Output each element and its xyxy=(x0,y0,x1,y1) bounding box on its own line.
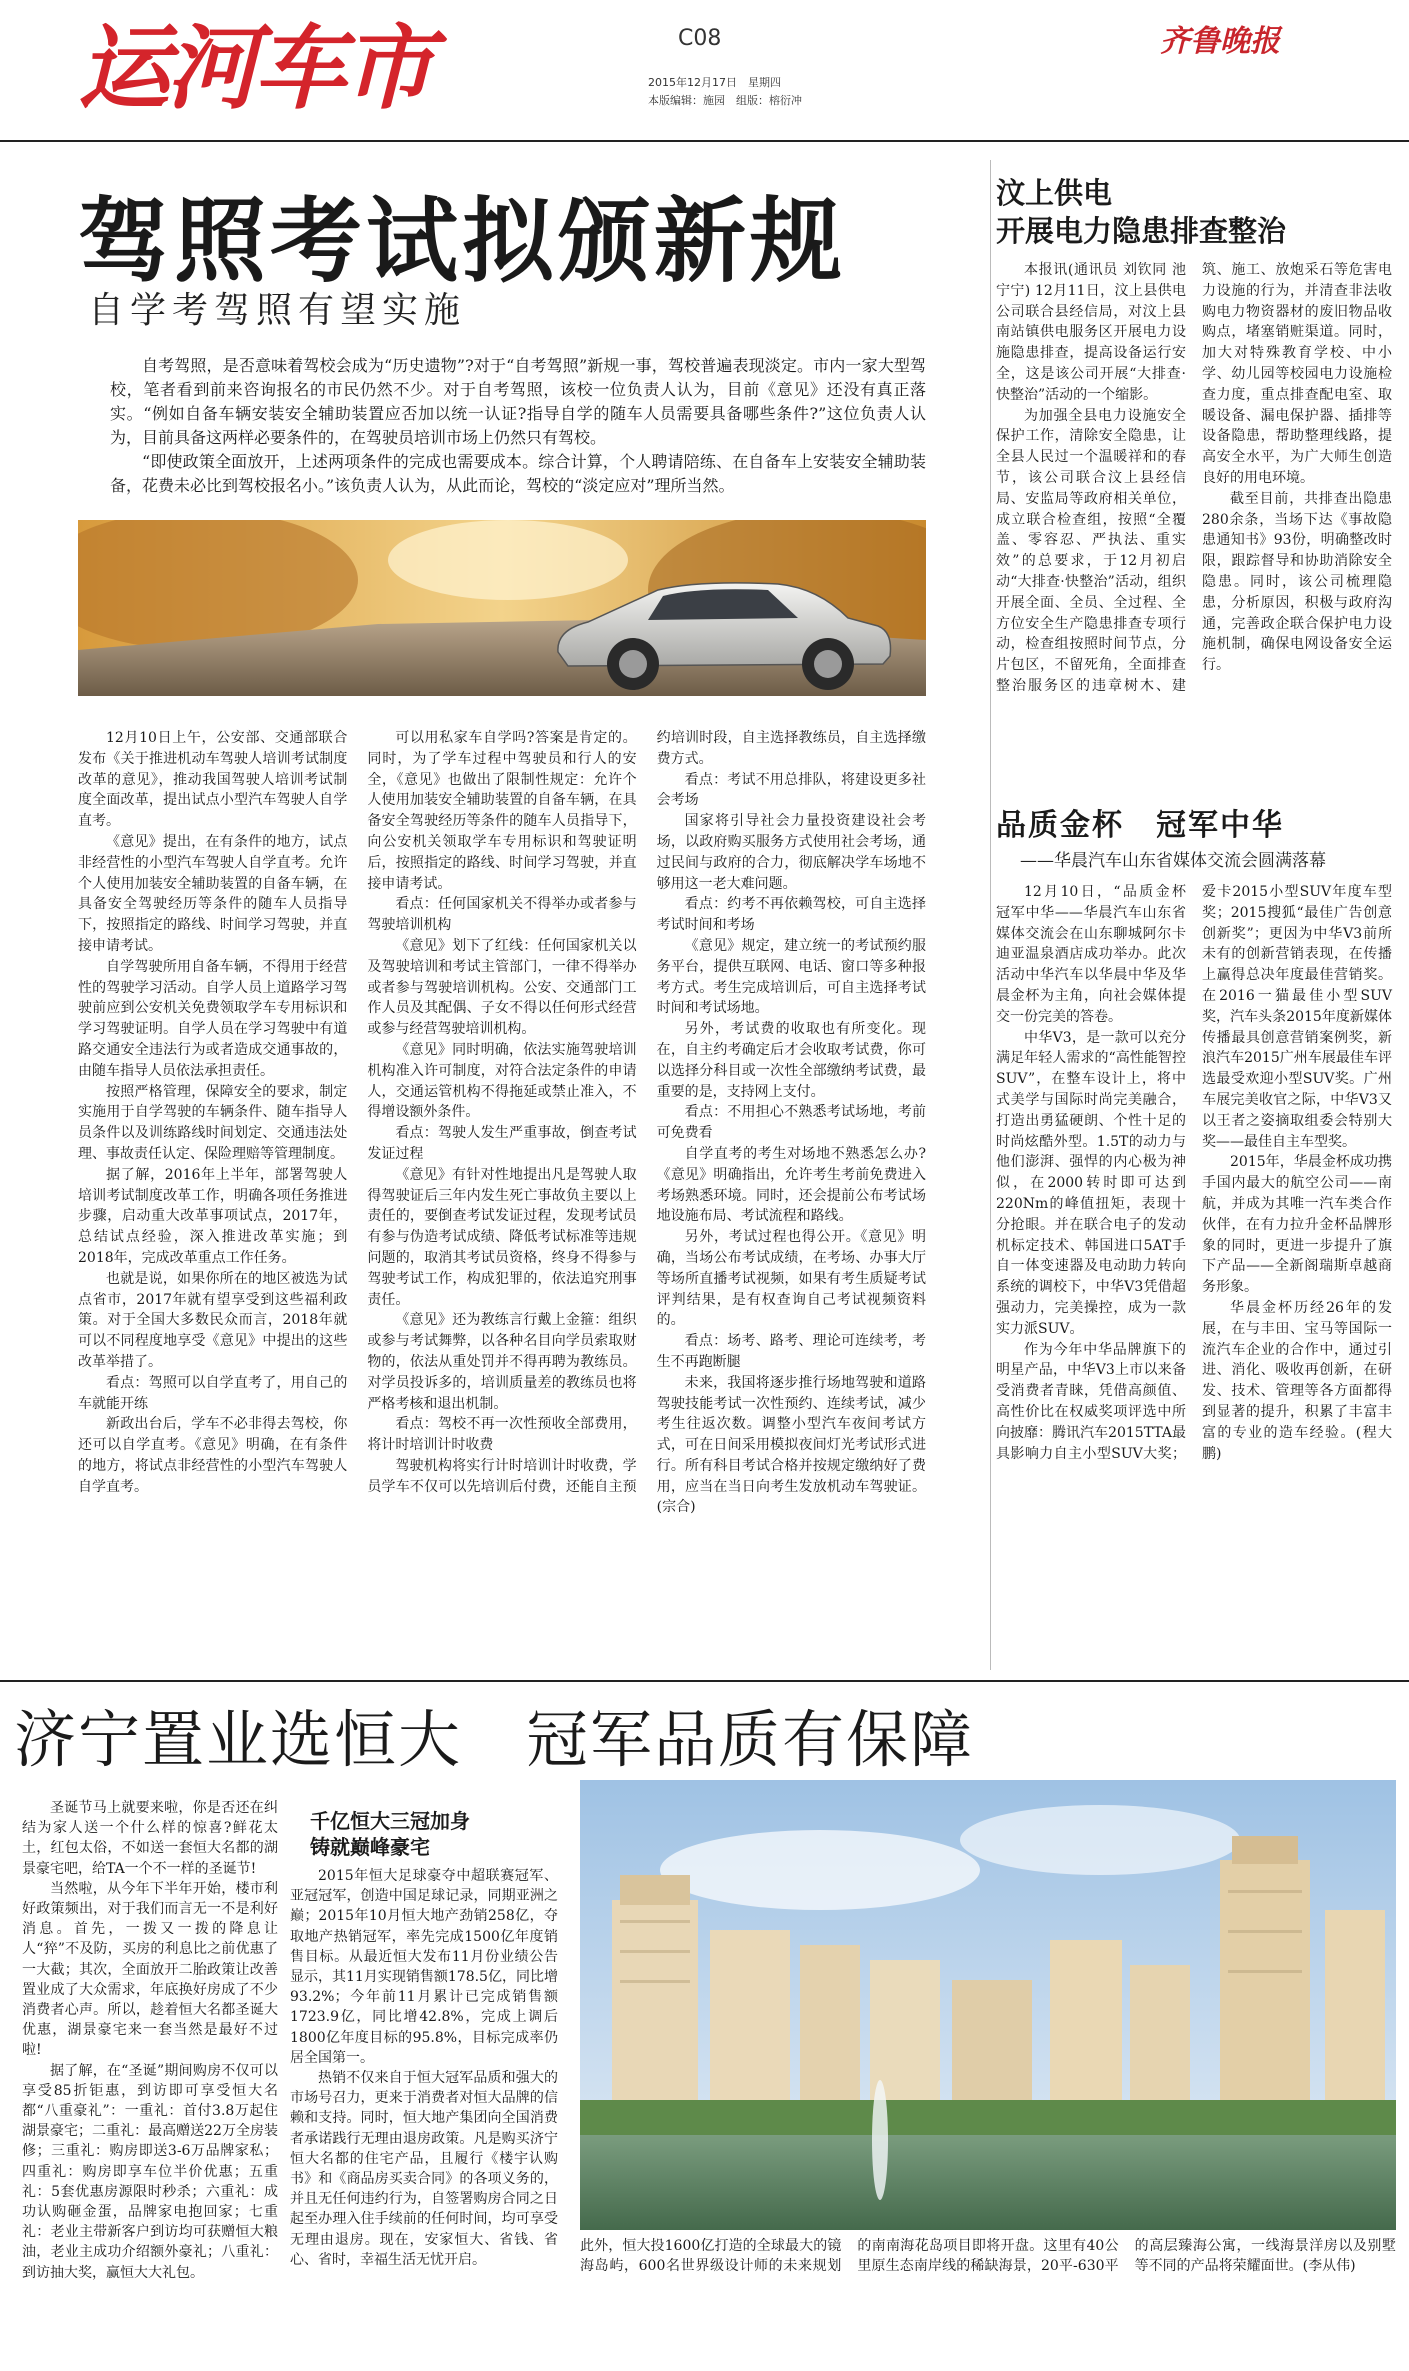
body-paragraph: 看点：场考、路考、理论可连续考，考生不再跑断腿 xyxy=(656,1333,926,1370)
lead-paragraph: 自考驾照，是否意味着驾校会成为“历史遗物”?对于“自考驾照”新规一事，驾校普遍表现淡定。市内一家大型驾校，笔者看到前来咨询报名的市民仍然不少。对于自考驾照，该校一位负责人认为，目前《意见》还没有真正落实。“例如自备车辆安装安全辅助装置应否加以统一认证?指导自学的随车人员需要具备哪些条件?”这位负责人认为，目前具备这两样必要条件的，在驾驶员培训市场上仍然只有驾校。 xyxy=(110,356,926,447)
sidebar-1-title-line1: 汶上供电 xyxy=(996,176,1113,210)
body-paragraph: 按照严格管理，保障安全的要求，制定实施用于自学驾驶的车辆条件、随车指导人员条件以及训练路线时间划定、交通违法处理、事故责任认定、保险理赔等管理制度。 xyxy=(78,1083,348,1162)
bottom-paragraph: 热销不仅来自于恒大冠军品质和强大的市场号召力，更来于消费者对恒大品牌的信赖和支持。同时，恒大地产集团向全国消费者承诺践行无理由退房政策。凡是购买济宁恒大名都的住宅产品，且履行《楼宇认购书》和《商品房买卖合同》的各项义务的，并且无任何违约行为，自签署购房合同之日起至办理入住手续前的任何时间，均可享受无理由退房。现在，安家恒大、省钱、省心、省时，幸福生活无忧开启。 xyxy=(290,2070,558,2268)
body-paragraph: 《意见》还为教练言行戴上金箍：组织或参与考试舞弊，以各种名目向学员索取财物的，依法从重处罚并不得再聘为教练员。对学员投诉多的，培训质量差的教练员也将严格考核和退出机制。 xyxy=(367,1312,637,1412)
body-paragraph: 看点：考试不用总排队，将建设更多社会考场 xyxy=(656,771,926,809)
bottom-col-2 xyxy=(290,1798,558,2366)
bottom-paragraph: 此外，恒大投1600亿打造的全球最大的镜海岛屿，600名世界级设计师的未来规划的南南海花岛项目即将开盘。这里有40公里原生态南岸线的稀缺海景，20平-630平的高层臻海公寓，一线海景洋房以及别墅等不同的产品将荣耀面世。(李从伟) xyxy=(580,2238,1396,2275)
column-divider xyxy=(990,160,991,1670)
sidebar-2-paragraph: 华晨金杯历经26年的发展，在与丰田、宝马等国际一流汽车企业的合作中，通过引进、消化、吸收再创新，在研发、技术、管理等各方面都得到显著的提升，积累了丰富丰富的专业的造车经验。(程大鹏) xyxy=(1202,1299,1392,1462)
sidebar-2-paragraph: 12月10日，“品质金杯 冠军中华——华晨汽车山东省媒体交流会在山东聊城阿尔卡迪亚温泉酒店成功举办。此次活动中华汽车以华晨中华及华晨金杯为主角，向社会媒体提交一份完美的答卷。 xyxy=(996,884,1200,1025)
body-paragraph: 12月10日上午，公安部、交通部联合发布《关于推进机动车驾驶人培训考试制度改革的意见》，推动我国驾驶人培训考试制度全面改革，提出试点小型汽车驾驶人自学直考。 xyxy=(78,730,348,830)
editors-line: 本版编辑：施园 组版：榕衍冲 xyxy=(648,94,802,107)
sidebar-1-headline xyxy=(996,174,1286,250)
header-rule xyxy=(0,140,1409,142)
body-paragraph: 也就是说，如果你所在的地区被选为试点省市，2017年就有望享受到这些福利政策。对于全国大多数民众而言，2018年就可以不同程度地享受《意见》中提出的这些改革举措了。 xyxy=(78,1270,348,1370)
sidebar-1-body xyxy=(996,260,1392,800)
lead-paragraph: “即使政策全面放开，上述两项条件的完成也需要成本。综合计算，个人聘请陪练、在自备车上安装安全辅助装备，花费未必比到驾校报名小。”该负责人认为，从此而论，驾校的“淡定应对”理所当然。 xyxy=(110,452,926,495)
main-subheadline: 自学考驾照有望实施 xyxy=(88,290,467,331)
main-lead xyxy=(110,354,926,498)
sidebar-2-subheadline: ——华晨汽车山东省媒体交流会圆满落幕 xyxy=(1020,851,1326,871)
bottom-headline: 济宁置业选恒大 冠军品质有保障 xyxy=(14,1703,975,1776)
sidebar-1-title-line2: 开展电力隐患排查整治 xyxy=(996,214,1287,248)
main-article-body xyxy=(78,728,926,1658)
bottom-paragraph: 2015年恒大足球豪夺中超联赛冠军、亚冠冠军，创造中国足球记录，同期亚洲之巅；2015年10月恒大地产劲销258亿，夺取地产热销冠军，率先完成1500亿年度销售目标。从最近恒大发布11月份业绩公告显示，其11月实现销售额178.5亿，同比增93.2%；今年前11月累计已完成销售额1723.9亿，同比增42.8%，完成上调后1800亿年度目标的95.8%，目标完成率仍居全国第一。 xyxy=(290,1868,558,2066)
bottom-col-1 xyxy=(22,1798,278,2366)
body-paragraph: 看点：驾驶人发生严重事故，倒查考试发证过程 xyxy=(367,1125,637,1162)
body-paragraph: 另外，考试费的收取也有所变化。现在，自主约考确定后才会收取考试费，你可以选择分科目或一次性全部缴纳考试费，最重要的是，支持网上支付。 xyxy=(656,1021,926,1100)
page-number: C08 xyxy=(678,26,722,51)
body-paragraph: 看点：驾照可以自学直考了，用自己的车就能开练 xyxy=(78,1374,348,1412)
body-paragraph: 看点：不用担心不熟悉考试场地，考前可免费看 xyxy=(656,1104,926,1142)
skyline-illustration xyxy=(580,1780,1396,2230)
sidebar-2-paragraph: 作为今年中华品牌旗下的明星产品，中华V3上市以来备受消费者青睐，凭借高颜值、高性价比在权威奖项评选中所向披靡：腾讯汽车2015TTA最具影响力自主小型SUV大奖；爱卡2015小型SUV年度车型奖；2015搜狐“最佳广告创意创新奖”；更因为中华V3前所未有的创新营销表现，在传播上赢得总决年度最佳营销奖。在2016一猫最佳小型SUV奖，汽车头条2015年度新媒体传播最具创意营销案例奖，新浪汽车2015广州车展最佳车评选最受欢迎小型SUV奖。广州车展完美收官之际，中华V3又以王者之姿摘取组委会特别大奖——最佳自主车型奖。 xyxy=(996,884,1392,1462)
body-paragraph: 可以用私家车自学吗?答案是肯定的。同时，为了学车过程中驾驶员和行人的安全，《意见》也做出了限制性规定：允许个人使用加装安全辅助装置的自备车辆，在具备安全驾驶经历等条件的随车人员指导下，向公安机关领取学车专用标识和驾驶证明后，按照指定的路线、时间学习驾驶，并直接申请考试。 xyxy=(367,730,637,892)
body-paragraph: 看点：任何国家机关不得举办或者参与驾驶培训机构 xyxy=(367,896,637,934)
sidebar-2-paragraph: 中华V3，是一款可以充分满足年轻人需求的“高性能智控SUV”，在整车设计上，将中式美学与国际时尚完美融合，打造出勇猛硬朗、个性十足的时尚炫酷外型。1.5T的动力与他们澎湃、强悍的内心极为神似，在2000转时即可达到220Nm的峰值扭矩，表现十分抢眼。并在联合电子的发动机标定技术、韩国进口5AT手自一体变速器及电动助力转向系统的调校下，中华V3凭借超强动力，完美操控，成为一款实力派SUV。 xyxy=(996,1029,1186,1337)
bottom-paragraph: 圣诞节马上就要来啦，你是否还在纠结为家人送一个什么样的惊喜?鲜花太土，红包太俗，不如送一套恒大名都的湖景豪宅吧，给TA一个不一样的圣诞节! xyxy=(22,1800,278,1877)
main-headline: 驾照考试拟颁新规 xyxy=(78,187,847,295)
body-paragraph: 国家将引导社会力量投资建设社会考场，以政府购买服务方式使用社会考场，通过民间与政府的合力，彻底解决学车场地不够用这一老大难问题。 xyxy=(656,813,926,892)
body-paragraph: 自学驾驶所用自备车辆，不得用于经营性的驾驶学习活动。自学人员上道路学习驾驶前应到公安机关免费领取学车专用标识和学习驾驶证明。自学人员在学习驾驶中有道路交通安全违法行为或者造成交通事故的，由随车指导人员依法承担责任。 xyxy=(78,958,348,1079)
bottom-caption-text xyxy=(580,2236,1396,2366)
body-paragraph: 未来，我国将逐步推行场地驾驶和道路驾驶技能考试一次性预约、连续考试，减少考生往返次数。调整小型汽车夜间考试方式，可在日间采用模拟夜间灯光考试形式进行。所有科目考试合格并按规定缴纳好了费用，应当在当日向考生发放机动车驾驶证。(宗合) xyxy=(656,1374,926,1516)
body-paragraph: 《意见》提出，在有条件的地方，试点非经营性的小型汽车驾驶人自学直考。允许个人使用加装安全辅助装置的自备车辆，在具备安全驾驶经历等条件的随车人员指导下，按照指定的路线、时间学习驾驶，并直接申请考试。 xyxy=(78,833,348,954)
body-paragraph: 《意见》划下了红线：任何国家机关以及驾驶培训和考试主管部门，一律不得举办或者参与驾驶培训机构。公安、交通部门工作人员及其配偶、子女不得以任何形式经营或参与经营驾驶培训机构。 xyxy=(367,937,637,1038)
date-editors-block xyxy=(648,74,802,110)
car-photo xyxy=(78,520,926,696)
sidebar-2-body xyxy=(996,882,1392,1658)
section-rule xyxy=(0,1680,1409,1682)
body-paragraph: 据了解，2016年上半年，部署驾驶人培训考试制度改革工作，明确各项任务推进步骤，启动重大改革事项试点，2017年，总结试点经验，深入推进改革实施；到2018年，完成改革重点工作任务。 xyxy=(78,1166,348,1266)
sidebar-2-paragraph: 2015年，华晨金杯成功携手国内最大的航空公司——南航，并成为其唯一汽车类合作伙伴，在有力拉升金杯品牌形象的同时，更进一步提升了旗下产品——全新阁瑞斯卓越商务形象。 xyxy=(1202,1154,1392,1296)
sidebar-1-paragraph: 本报讯(通讯员 刘钦同 池宁宁) 12月11日，汶上县供电公司联合县经信局，对汶上县南站镇供电服务区开展电力设施隐患排查，提高设备运行安全，这是该公司开展“大排查·快整治”活动的一个缩影。 xyxy=(996,262,1186,403)
body-paragraph: 《意见》规定，建立统一的考试预约服务平台，提供互联网、电话、窗口等多种报考方式。考生完成培训后，可自主选择考试时间和考试场地。 xyxy=(656,937,926,1017)
date-line: 2015年12月17日 星期四 xyxy=(648,76,781,89)
body-paragraph: 自学直考的考生对场地不熟悉怎么办?《意见》明确指出，允许考生考前免费进入考场熟悉环境。同时，还会提前公布考试场地设施布局、考试流程和路线。 xyxy=(656,1145,926,1225)
sidebar-1-paragraph: 截至目前，共排查出隐患280余条，当场下达《事故隐患通知书》93份，明确整改时限，跟踪督导和协助消除安全隐患。同时，该公司梳理隐患，分析原因，积极与政府沟通，完善政企联合保护电力设施机制，确保电网设备安全运行。 xyxy=(1202,490,1392,674)
bottom-paragraph: 当然啦，从今年下半年开始，楼市利好政策频出，对于我们而言无一不是利好消息。首先，一拨又一拨的降息让人“猝”不及防，买房的利息比之前优惠了一大截；其次，全面放开二胎政策让改善置业成了大众需求，年底换好房成了不少消费者心声。所以，趁着恒大名都圣诞大优惠，湖景豪宅来一套当然是最好不过啦! xyxy=(22,1880,278,2059)
body-paragraph: 驾驶机构将实行计时培训计时收费，学员学车不仅可以先培训后付费，还能自主预约培训时段，自主选择教练员，自主选择缴费方式。 xyxy=(367,730,926,1495)
body-paragraph: 另外，考试过程也得公开。《意见》明确，当场公布考试成绩，在考场、办事大厅等场所直播考试视频，如果有考生质疑考试评判结果，是有权查询自己考试视频资料的。 xyxy=(656,1229,926,1329)
body-paragraph: 《意见》同时明确，依法实施驾驶培训机构准入许可制度，对符合法定条件的申请人，交通运管机构不得拖延或禁止准入，不得增设额外条件。 xyxy=(367,1041,637,1121)
body-paragraph: 看点：约考不再依赖驾校，可自主选择考试时间和考场 xyxy=(656,896,926,934)
newspaper-masthead: 齐鲁晚报 xyxy=(1160,24,1280,59)
car-illustration xyxy=(78,520,926,696)
body-paragraph: 看点：驾校不再一次性预收全部费用，将计时培训计时收费 xyxy=(367,1416,637,1454)
body-paragraph: 《意见》有针对性地提出凡是驾驶人取得驾驶证后三年内发生死亡事故负主要以上责任的，要倒查考试发证过程，发现考试员有参与伪造考试成绩、降低考试标准等违规问题的，取消其考试员资格，终身不得参与驾驶考试工作，构成犯罪的，依法追究刑事责任。 xyxy=(367,1166,637,1308)
body-paragraph: 新政出台后，学车不必非得去驾校，你还可以自学直考。《意见》明确，在有条件的地方，将试点非经营性的小型汽车驾驶人自学直考。 xyxy=(78,1416,348,1495)
sidebar-2-headline: 品质金杯 冠军中华 xyxy=(996,808,1284,843)
section-logo: 运河车市 xyxy=(78,15,431,122)
residential-photo xyxy=(580,1780,1396,2230)
bottom-subhead: 千亿恒大三冠加身 铸就巅峰豪宅 xyxy=(310,1809,470,1859)
sidebar-1-paragraph: 为加强全县电力设施安全保护工作，清除安全隐患，让全县人民过一个温暖祥和的春节，该公司联合汶上县经信局、安监局等政府相关单位，成立联合检查组，按照“全覆盖、零容忍、严执法、重实效”的总要求，于12月初启动“大排查·快整治”活动，组织开展全面、全员、全过程、全方位安全生产隐患排查专项行动，检查组按照时间节点，分片包区，不留死角，全面排查整治服务区的违章树木、建筑、施工、放炮采石等危害电力设施的行为，并清查非法收购电力物资器材的废旧物品收购点，堵塞销赃渠道。同时，加大对特殊教育学校、中小学、幼儿园等校园电力设施检查力度，重点排查配电室、取暖设备、漏电保护器、插排等设备隐患，帮助整理线路，提高安全水平，为广大师生创造良好的用电环境。 xyxy=(996,262,1392,694)
bottom-paragraph: 据了解，在“圣诞”期间购房不仅可以享受85折钜惠，到访即可享受恒大名都“八重豪礼”：一重礼：首付3.8万起住湖景豪宅；二重礼：最高赠送22万全房装修；三重礼：购房即送3-6万品牌家私；四重礼：购房即享车位半价优惠；五重礼：5套优惠房源限时秒杀；六重礼：成功认购砸金蛋，品牌家电抱回家；七重礼：老业主带新客户到访均可获赠恒大粮油，老业主成功介绍额外豪礼；八重礼：到访抽大奖，赢恒大大礼包。 xyxy=(22,2062,278,2281)
